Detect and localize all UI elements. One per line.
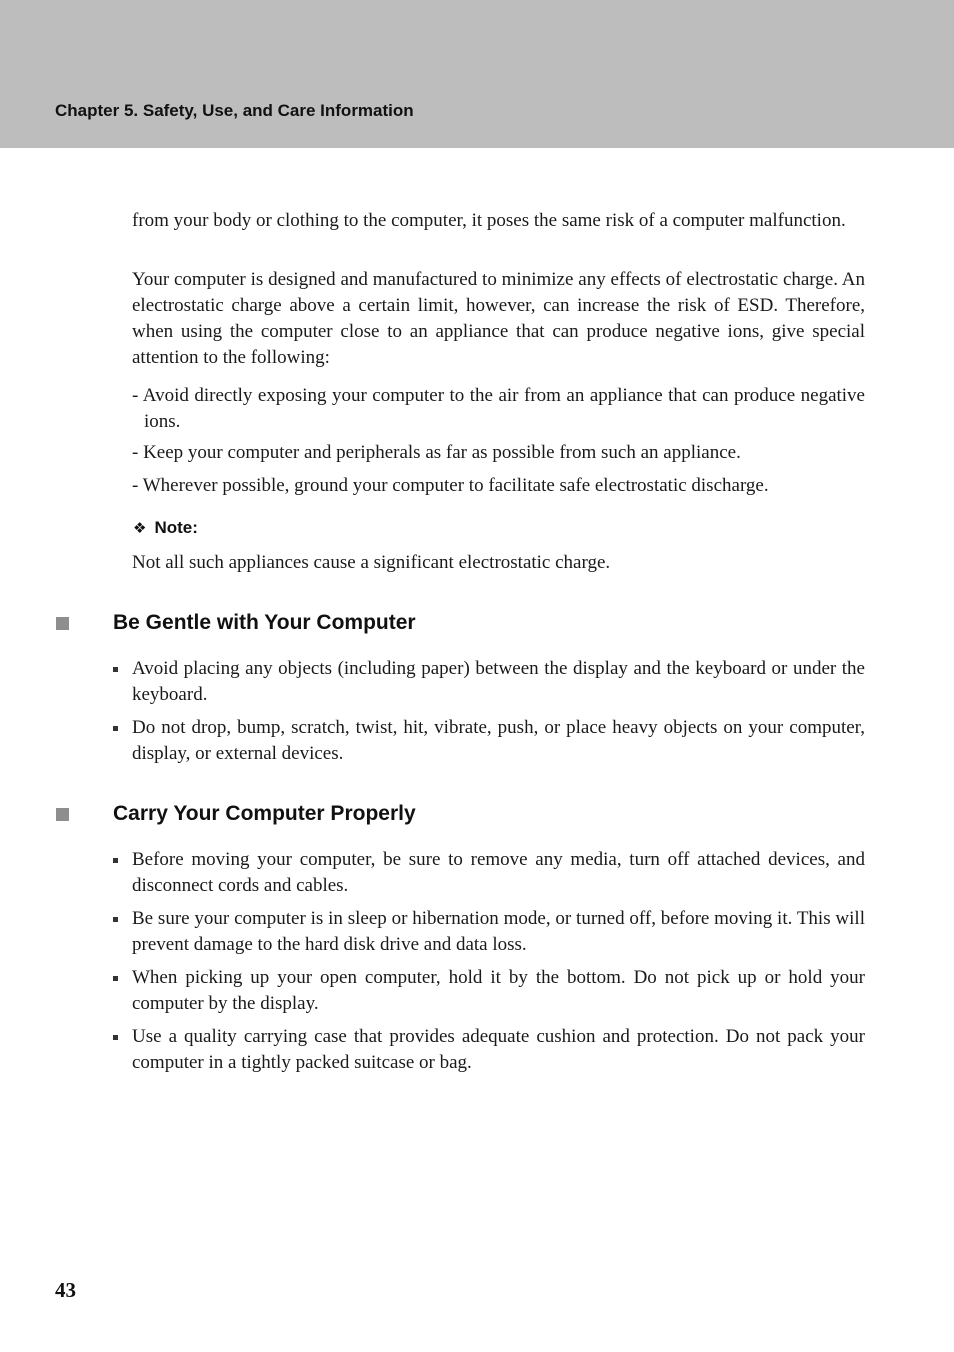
list-item-text: Do not drop, bump, scratch, twist, hit, vibrate, push, or place heavy objects on your computer, display, or external devices. — [132, 717, 865, 764]
note-text: Not all such appliances cause a significant electrostatic charge. — [132, 552, 611, 573]
list-item-text: Before moving your computer, be sure to remove any media, turn off attached devices, and disconnect cords and cables. — [132, 849, 865, 896]
chapter-header-band — [0, 0, 954, 148]
four-diamond-icon: ❖ — [133, 519, 147, 537]
list-item — [113, 847, 865, 899]
list-item — [113, 965, 865, 1017]
list-item-text: Use a quality carrying case that provides adequate cushion and protection. Do not pack your computer in a tightly packed suitcase or bag. — [132, 1026, 865, 1073]
square-bullet-icon — [56, 808, 69, 821]
note-label — [133, 518, 198, 538]
chapter-title: Chapter 5. Safety, Use, and Care Information — [55, 101, 414, 120]
square-bullet-icon — [56, 617, 69, 630]
list-item-text: Avoid placing any objects (including paper) between the display and the keyboard or under the keyboard. — [132, 658, 865, 705]
dash-list-item: - Avoid directly exposing your computer to the air from an appliance that can produce negative ions. — [132, 385, 865, 432]
list-item — [113, 1024, 865, 1076]
esd-paragraph: Your computer is designed and manufactured to minimize any effects of electrostatic charge. An electrostatic charge above a certain limit, however, can increase the risk of ESD. Therefore, when using the computer close to an appliance that can produce negative ions, give special attention to the following: — [132, 269, 865, 368]
list-item — [113, 656, 865, 708]
list-item — [113, 715, 865, 767]
dash-list-item: - Wherever possible, ground your computer to facilitate safe electrostatic discharge. — [132, 475, 769, 496]
list-item — [113, 906, 865, 958]
page-number: 43 — [55, 1278, 76, 1302]
small-square-bullet-icon — [113, 976, 118, 981]
list-item-text: When picking up your open computer, hold it by the bottom. Do not pick up or hold your computer by the display. — [132, 967, 865, 1014]
section-heading-text: Carry Your Computer Properly — [113, 802, 416, 825]
intro-continuation-paragraph: from your body or clothing to the computer, it poses the same risk of a computer malfunction. — [132, 210, 846, 231]
section-heading-text: Be Gentle with Your Computer — [113, 611, 416, 634]
list-item-text: Be sure your computer is in sleep or hibernation mode, or turned off, before moving it. This will prevent damage to the hard disk drive and data loss. — [132, 908, 865, 955]
small-square-bullet-icon — [113, 726, 118, 731]
small-square-bullet-icon — [113, 917, 118, 922]
small-square-bullet-icon — [113, 667, 118, 672]
small-square-bullet-icon — [113, 858, 118, 863]
note-label-text: Note: — [154, 518, 198, 537]
small-square-bullet-icon — [113, 1035, 118, 1040]
dash-list-item: - Keep your computer and peripherals as far as possible from such an appliance. — [132, 442, 741, 463]
